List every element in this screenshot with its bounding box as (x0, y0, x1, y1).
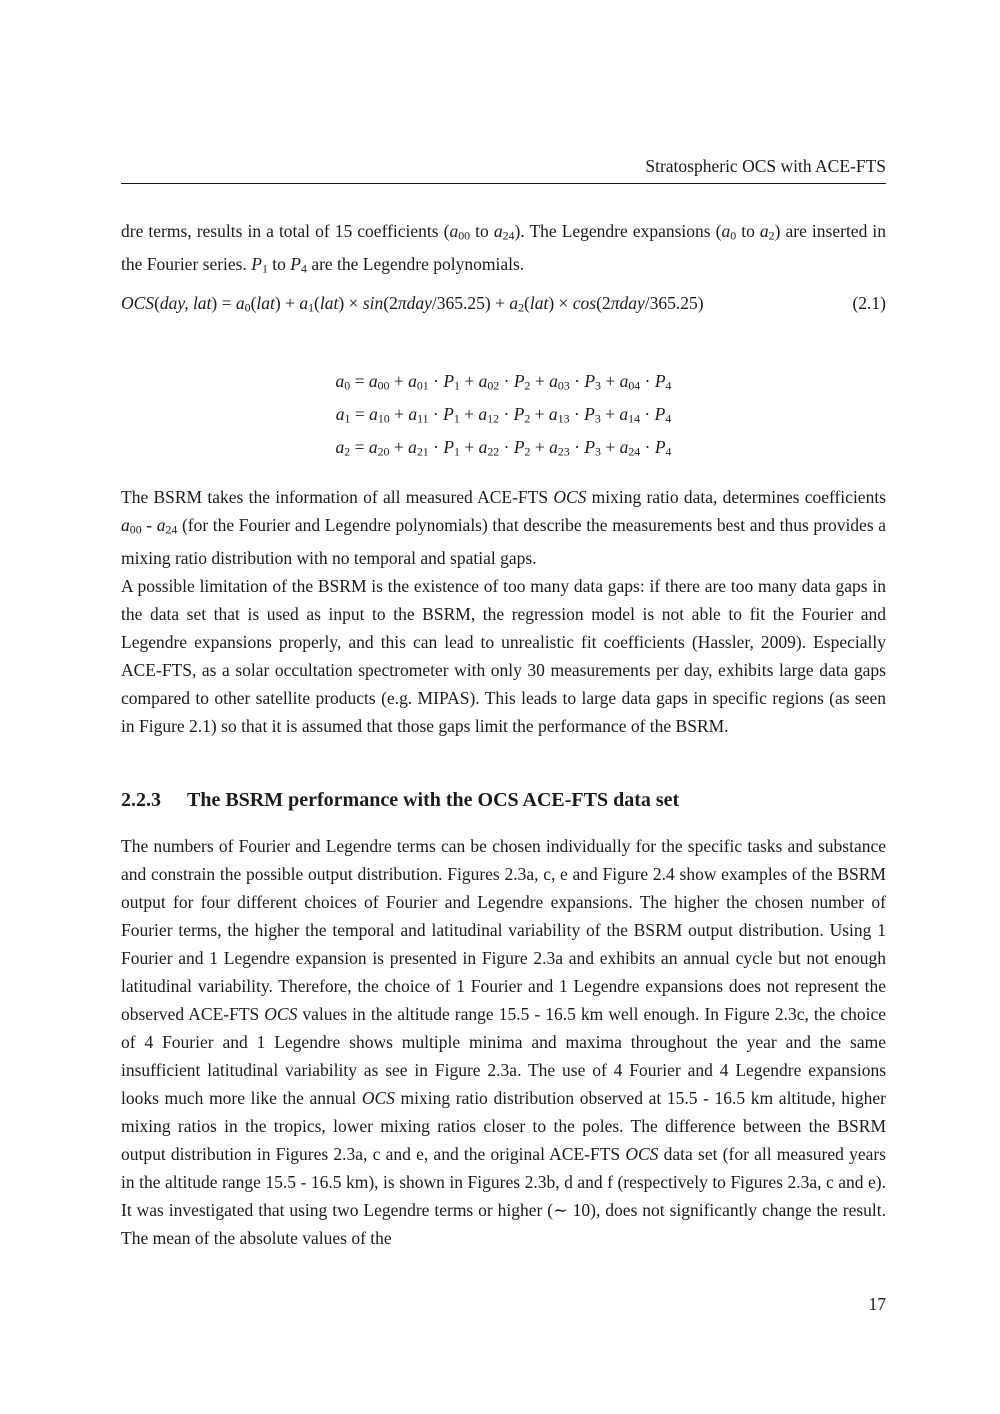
running-header-title: Stratospheric OCS with ACE-FTS (645, 156, 886, 176)
equation-2-1-number: (2.1) (852, 293, 886, 313)
header-rule-divider (121, 183, 886, 184)
paragraphs-bsrm-description (121, 483, 886, 740)
paragraph-coefficients-intro: dre terms, results in a total of 15 coefficients (a00 to a24). The Legendre expansions (a0 to a2) are inserted in the Fourier series. P1 to P4 are the Legendre polynomials. (121, 221, 886, 276)
section-number: 2.2.3 (121, 789, 161, 811)
equation-block-a-coefficients (121, 367, 886, 466)
equation-a1-line: a1 = a10 + a11 · P1 + a12 · P2 + a13 · P3 + a14 · P4 (335, 404, 672, 426)
section-title: The BSRM performance with the OCS ACE-FTS data set (187, 789, 680, 811)
equation-2-1-body: OCS(day, lat) = a0(lat) + a1(lat) × sin(2πday/365.25) + a2(lat) × cos(2πday/365.25) (121, 293, 704, 315)
paragraph-bsrm-performance: The numbers of Fourier and Legendre terms can be chosen individually for the specific tasks and substance and constrain the possible output distribution. Figures 2.3a, c, e and Figure 2.4 show examples of the BSRM output for four different choices of Fourier and Legendre expansions. The higher the chosen number of Fourier terms, the higher the temporal and latitudinal variability of the BSRM output distribution. Using 1 Fourier and 1 Legendre expansion is presented in Figure 2.3a and exhibits an annual cycle but not enough latitudinal variability. Therefore, the choice of 1 Fourier and 1 Legendre expansions does not represent the observed ACE-FTS OCS values in the altitude range 15.5 - 16.5 km well enough. In Figure 2.3c, the choice of 4 Fourier and 1 Legendre shows multiple minima and maxima throughout the year and the same insufficient latitudinal variability as see in Figure 2.3a. The use of 4 Fourier and 4 Legendre expansions looks much more like the annual OCS mixing ratio distribution observed at 15.5 - 16.5 km altitude, higher mixing ratios in the tropics, lower mixing ratios closer to the poles. The difference between the BSRM output distribution in Figures 2.3a, c and e, and the original ACE-FTS OCS data set (for all measured years in the altitude range 15.5 - 16.5 km), is shown in Figures 2.3b, d and f (respectively to Figures 2.3a, c and e). It was investigated that using two Legendre terms or higher (∼ 10), does not significantly change the result. The mean of the absolute values of the (121, 836, 886, 1248)
page-number: 17 (868, 1294, 886, 1314)
equation-a2-line: a2 = a20 + a21 · P1 + a22 · P2 + a23 · P3 + a24 · P4 (335, 437, 672, 459)
equation-a0-line: a0 = a00 + a01 · P1 + a02 · P2 + a03 · P3 + a04 · P4 (335, 371, 672, 393)
paragraph-bsrm-takes-information: The BSRM takes the information of all measured ACE-FTS OCS mixing ratio data, determines coefficients a00 - a24 (for the Fourier and Legendre polynomials) that describe the measurements best and thus provides a mixing ratio distribution with no temporal and spatial gaps. (121, 487, 887, 568)
paragraph-bsrm-limitation: A possible limitation of the BSRM is the existence of too many data gaps: if there are too many data gaps in the data set that is used as input to the BSRM, the regression model is not able to fit the Fourier and Legendre expansions properly, and this can lead to unrealistic fit coefficients (Hassler, 2009). Especially ACE-FTS, as a solar occultation spectrometer with only 30 measurements per day, exhibits large data gaps compared to other satellite products (e.g. MIPAS). This leads to large data gaps in specific regions (as seen in Figure 2.1) so that it is assumed that those gaps limit the performance of the BSRM. (121, 575, 886, 736)
equation-2-1 (121, 293, 886, 316)
section-heading-2-2-3 (121, 787, 886, 813)
